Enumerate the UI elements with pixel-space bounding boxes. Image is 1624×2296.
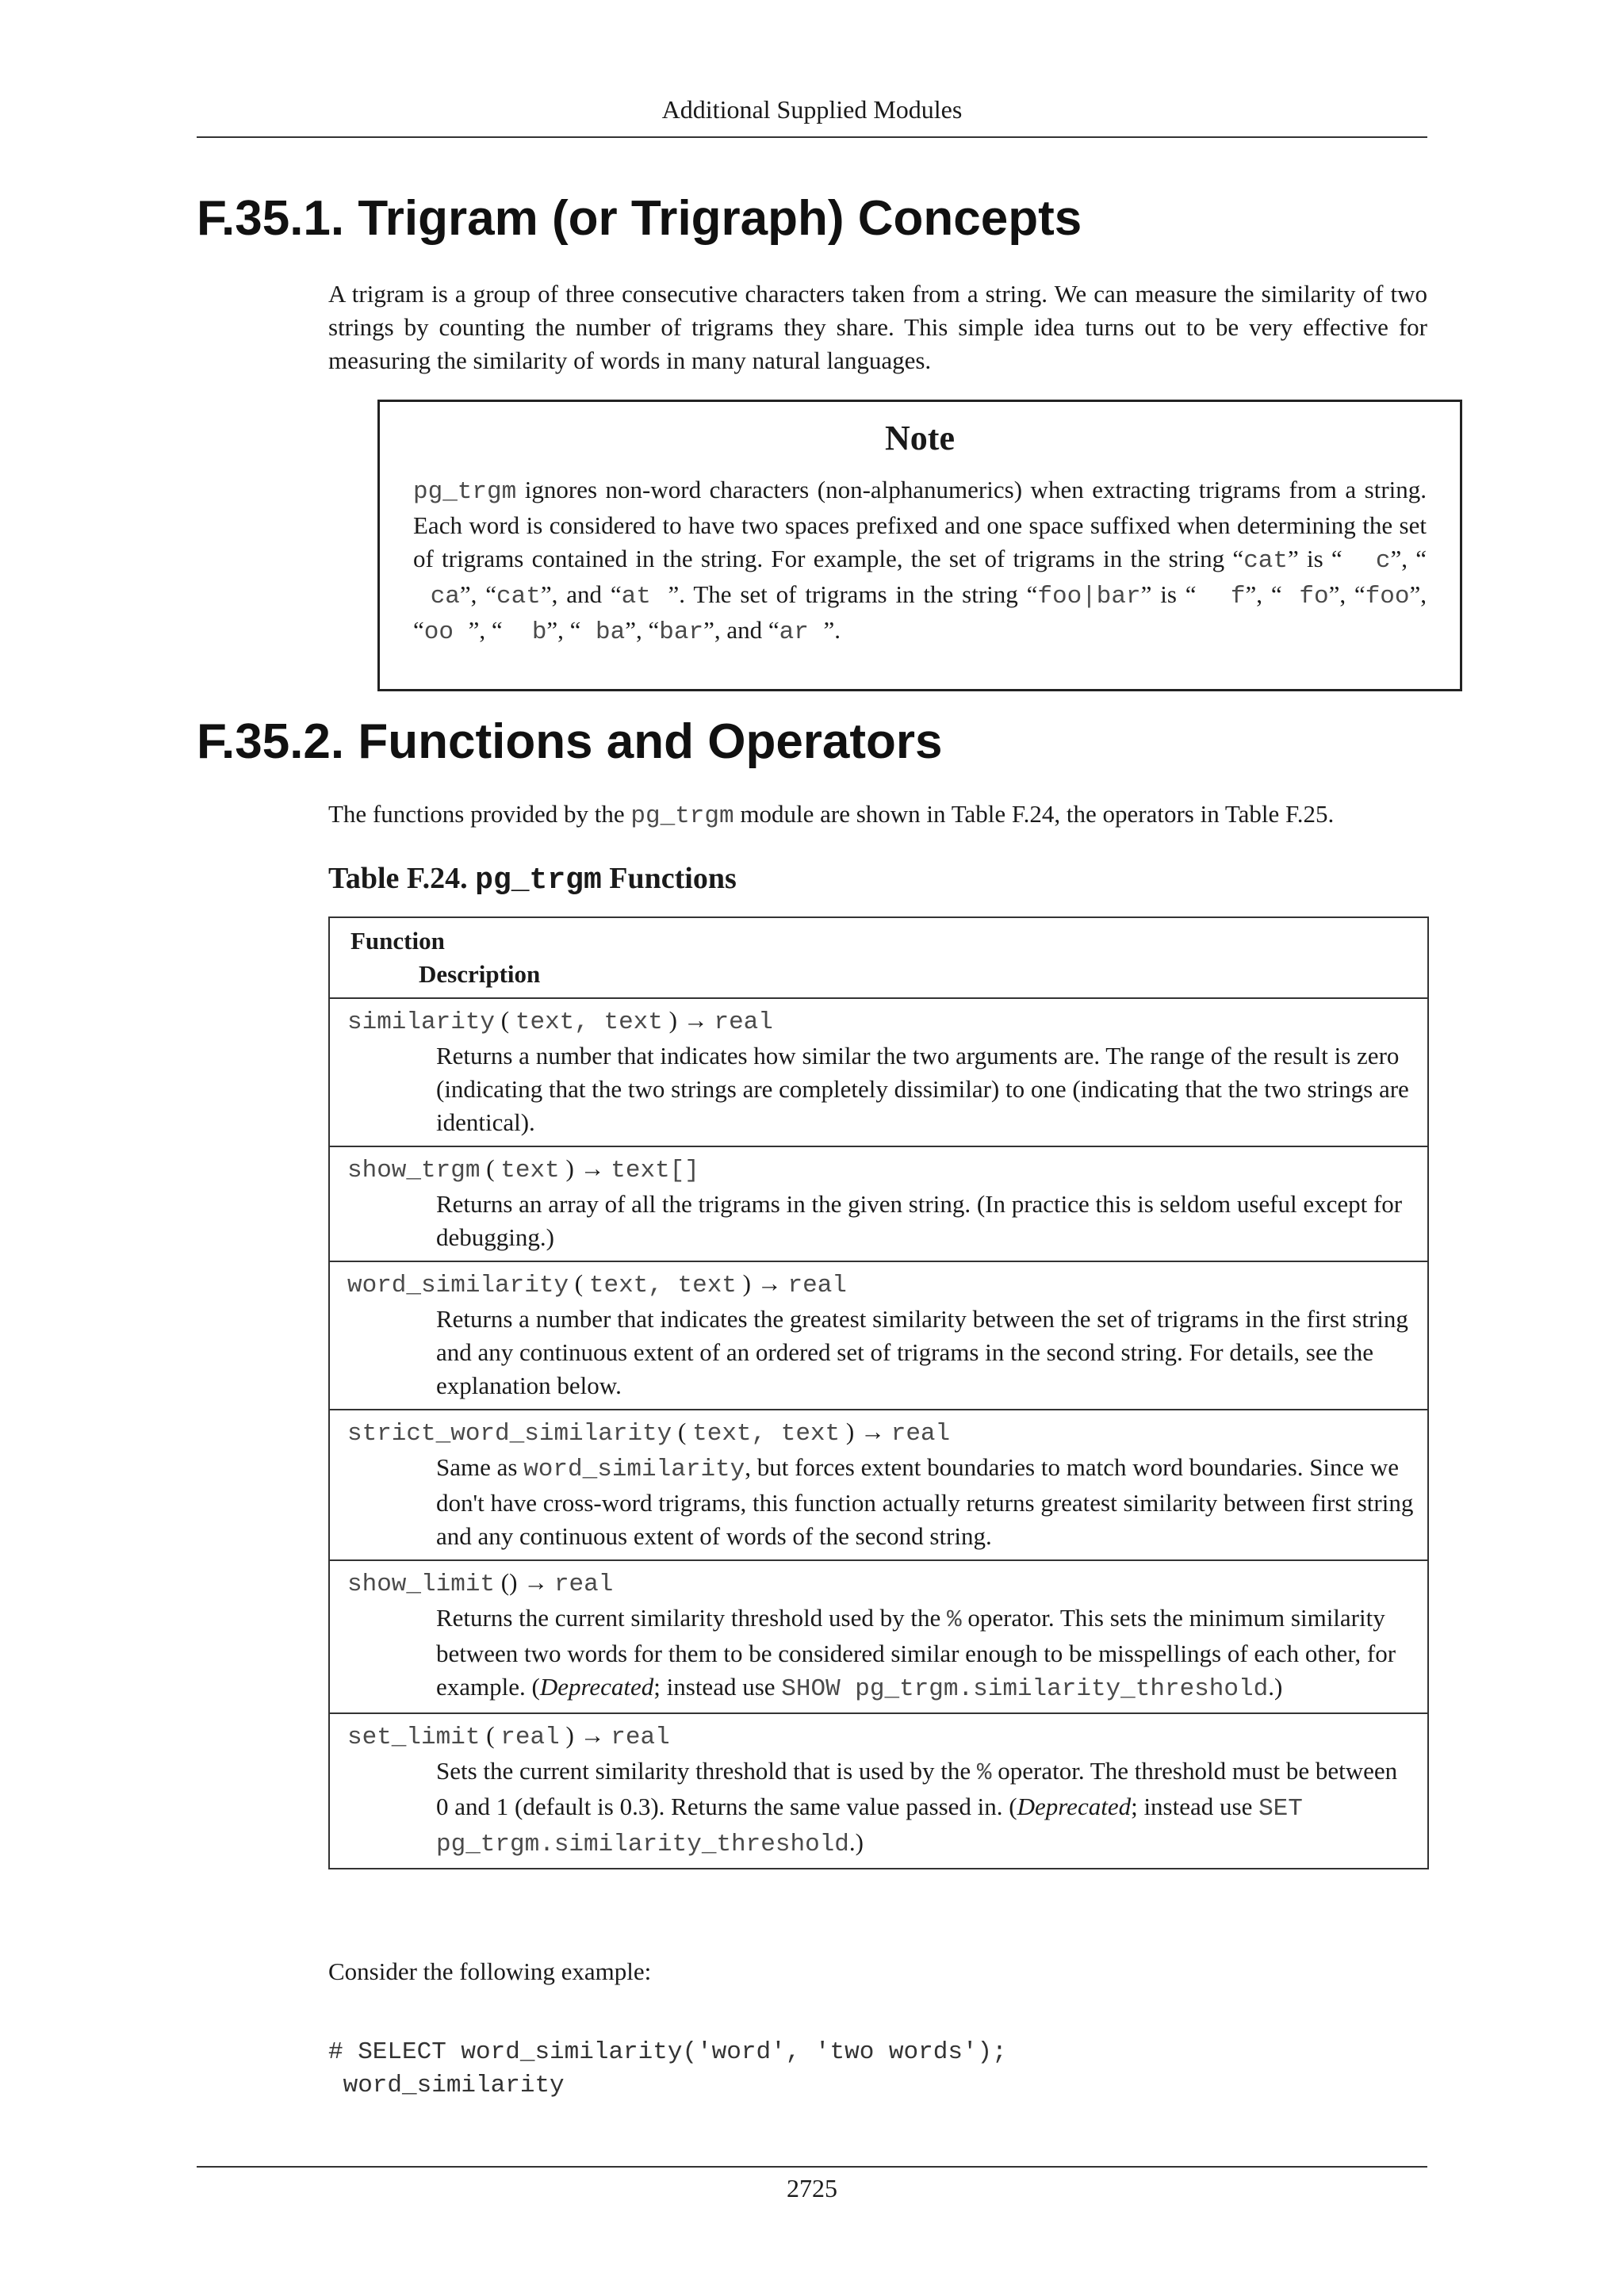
example-intro: Consider the following example: <box>328 1957 652 1985</box>
function-signature: show_limit () → real <box>347 1568 614 1598</box>
note-box <box>377 400 1462 691</box>
trigram-intro-paragraph: A trigram is a group of three consecutive characters taken from a string. We can measure the similarity of two strings by counting the number of trigrams they share. This simple idea turns out to be very effective for measuring the similarity of words in many natural languages. <box>328 280 1427 374</box>
function-description: Returns the current similarity threshold used by the % operator. This sets the minimum similarity between two words for them to be considered similar enough to be misspellings of each other, for example. (Deprecated; instead use SHOW pg_trgm.similarity_threshold.) <box>436 1604 1396 1703</box>
page-header: Additional Supplied Modules <box>661 95 963 124</box>
function-description: Returns a number that indicates the greatest similarity between the set of trigrams in the first string and any continuous extent of an ordered set of trigrams in the second string. For details, see the explanation below. <box>436 1305 1408 1399</box>
function-description: Sets the current similarity threshold that is used by the % operator. The threshold must be between 0 and 1 (default is 0.3). Returns the same value passed in. (Deprecated; instead use SET pg_trgm.similarity_threshold.) <box>436 1757 1398 1858</box>
function-description: Returns an array of all the trigrams in the given string. (In practice this is seldom useful except for debugging.) <box>436 1190 1403 1251</box>
table-row-similarity <box>329 998 1428 1146</box>
function-signature: show_trgm ( text ) → text[] <box>347 1154 699 1184</box>
function-description: Same as word_similarity, but forces extent boundaries to match word boundaries. Since we don't have cross-word trigrams, this function actually returns greatest similarity between first string and any continuous extent of words of the second string. <box>436 1453 1414 1550</box>
table-header-cell <box>329 917 1428 998</box>
page-number: 2725 <box>787 2174 837 2202</box>
header-function: Function <box>350 927 445 955</box>
code-pg-trgm: pg_trgm <box>413 478 517 506</box>
table-title: Table F.24. pg_trgm Functions <box>328 862 737 897</box>
footer-rule <box>197 2166 1427 2168</box>
table-header-row <box>329 917 1428 998</box>
table-row-show-trgm <box>329 1146 1428 1261</box>
function-signature: strict_word_similarity ( text, text ) → real <box>347 1418 951 1448</box>
section-title-trigram-concepts: F.35.1. Trigram (or Trigraph) Concepts <box>197 191 1082 246</box>
table-row-set-limit <box>329 1713 1428 1869</box>
table-row-strict-word-similarity <box>329 1410 1428 1560</box>
table-row-show-limit <box>329 1560 1428 1713</box>
example-code-block: # SELECT word_similarity('word', 'two words'); word_similarity <box>328 2038 1007 2099</box>
header-description: Description <box>419 960 541 988</box>
function-signature: similarity ( text, text ) → real <box>347 1006 773 1036</box>
table-row-word-similarity <box>329 1261 1428 1410</box>
functions-table <box>328 916 1429 1869</box>
header-rule <box>197 136 1427 138</box>
note-title: Note <box>885 419 955 457</box>
function-description: Returns a number that indicates how similar the two arguments are. The range of the result is zero (indicating that the two strings are completely dissimilar) to one (indicating that the two strings are identical). <box>436 1042 1409 1136</box>
note-body: pg_trgm ignores non-word characters (non-alphanumerics) when extracting trigrams from a string. Each word is considered to have two spaces prefixed and one space suffixed when determining the set of trigrams contained in the string. For example, the set of trigrams in the string “cat” is “ c”, “ ca”, “cat”, and “at ”. The set of trigrams in the string “foo|bar” is “ f”, “ fo”, “foo”, “oo ”, “ b”, “ ba”, “bar”, and “ar ”. <box>413 476 1427 646</box>
section-title-functions-operators: F.35.2. Functions and Operators <box>197 714 943 769</box>
function-signature: word_similarity ( text, text ) → real <box>347 1269 847 1299</box>
functions-intro-paragraph: The functions provided by the pg_trgm module are shown in Table F.24, the operators in Table F.25. <box>328 800 1335 830</box>
function-signature: set_limit ( real ) → real <box>347 1721 670 1751</box>
